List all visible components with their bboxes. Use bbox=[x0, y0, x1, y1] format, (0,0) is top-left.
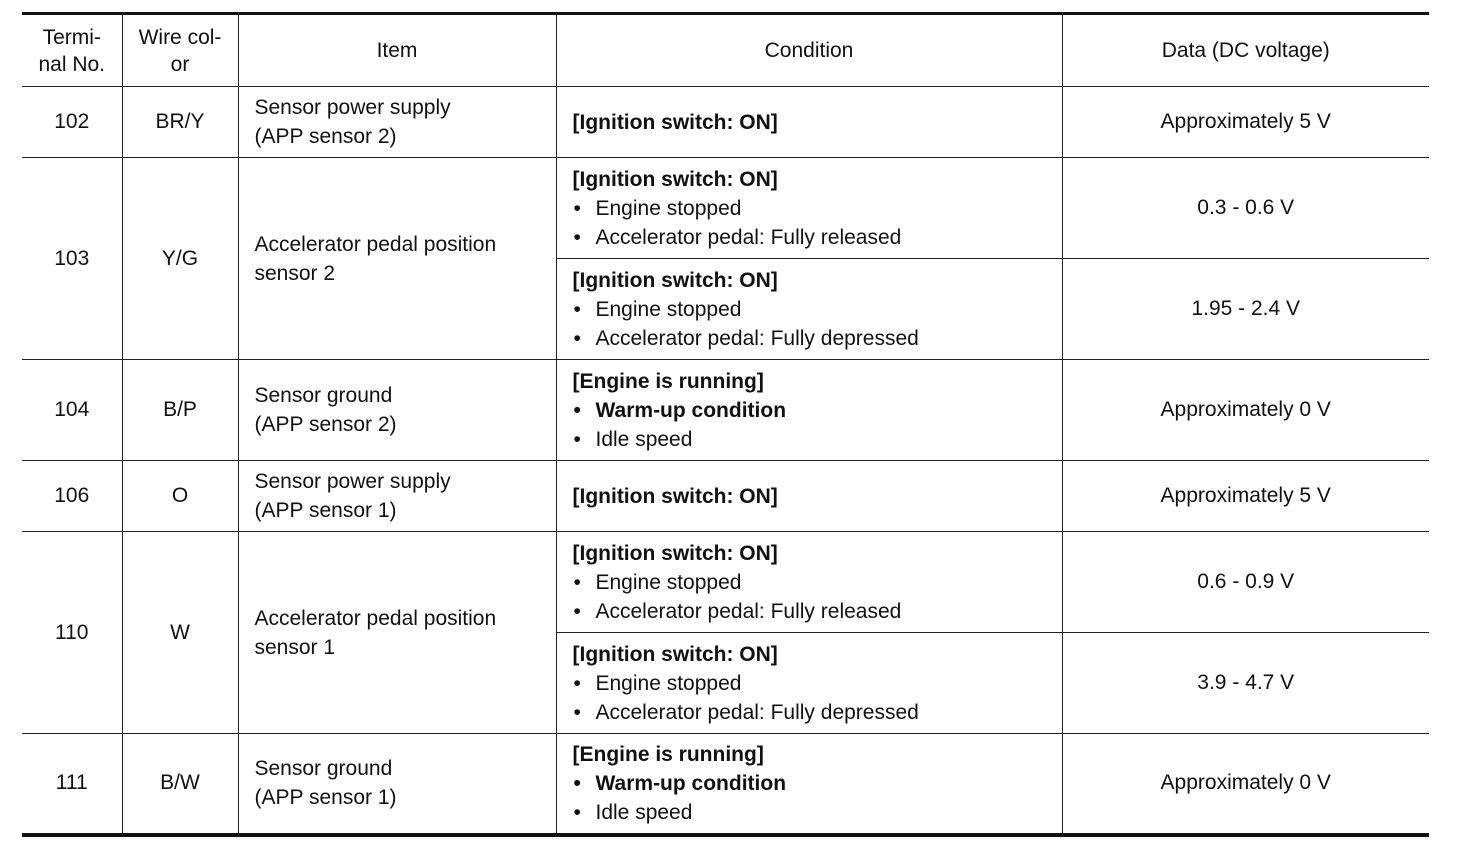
item-line1: Sensor power supply bbox=[254, 470, 451, 493]
item-line2: (APP sensor 1) bbox=[254, 786, 397, 810]
header-wire-line2: or bbox=[170, 52, 190, 76]
item-cell bbox=[238, 461, 556, 532]
wire-color: B/W bbox=[122, 734, 238, 835]
item-line2: (APP sensor 1) bbox=[254, 499, 397, 522]
condition-bullet: • Engine stopped bbox=[573, 194, 1062, 223]
condition-cell bbox=[556, 734, 1062, 835]
condition-cell bbox=[556, 360, 1062, 461]
header-wire-color bbox=[122, 14, 238, 87]
item-line2: (APP sensor 2) bbox=[254, 125, 397, 148]
condition-heading: [Ignition switch: ON] bbox=[572, 541, 778, 565]
voltage-value: Approximately 0 V bbox=[1062, 360, 1429, 461]
item-cell bbox=[238, 158, 556, 360]
item-line2: (APP sensor 2) bbox=[254, 413, 397, 436]
item-line2: sensor 1 bbox=[254, 635, 336, 659]
table-row bbox=[22, 734, 1429, 835]
condition-bullet: • Engine stopped bbox=[573, 295, 1062, 324]
terminal-no: 102 bbox=[22, 87, 122, 158]
header-data: Data (DC voltage) bbox=[1062, 14, 1429, 87]
voltage-value: 0.3 - 0.6 V bbox=[1062, 158, 1429, 259]
terminal-no: 110 bbox=[22, 532, 122, 734]
item-cell bbox=[238, 734, 556, 835]
header-item: Item bbox=[238, 14, 556, 87]
wire-color: Y/G bbox=[122, 158, 238, 360]
condition-heading: [Ignition switch: ON] bbox=[572, 167, 778, 191]
condition-cell bbox=[556, 158, 1062, 259]
item-line1: Accelerator pedal position bbox=[254, 232, 497, 256]
header-wire-line1: Wire col- bbox=[138, 25, 222, 49]
condition-bullet: • Accelerator pedal: Fully released bbox=[573, 223, 1062, 252]
condition-heading: [Engine is running] bbox=[572, 369, 764, 393]
condition-bullet: • Engine stopped bbox=[573, 669, 1062, 698]
voltage-value: 0.6 - 0.9 V bbox=[1062, 532, 1429, 633]
table-row bbox=[22, 532, 1429, 633]
header-condition: Condition bbox=[556, 14, 1062, 87]
table-row bbox=[22, 461, 1429, 532]
wire-color: B/P bbox=[122, 360, 238, 461]
header-terminal-line1: Termi- bbox=[42, 25, 101, 49]
condition-heading: [Engine is running] bbox=[572, 742, 764, 766]
condition-cell bbox=[556, 532, 1062, 633]
wire-color: W bbox=[122, 532, 238, 734]
condition-cell bbox=[556, 259, 1062, 360]
wire-color: BR/Y bbox=[122, 87, 238, 158]
condition-heading: [Ignition switch: ON] bbox=[572, 642, 778, 666]
voltage-value: 3.9 - 4.7 V bbox=[1062, 633, 1429, 734]
voltage-value: 1.95 - 2.4 V bbox=[1062, 259, 1429, 360]
wire-color: O bbox=[122, 461, 238, 532]
condition-bullet: • Warm-up condition bbox=[573, 396, 1062, 425]
terminal-no: 103 bbox=[22, 158, 122, 360]
item-cell bbox=[238, 87, 556, 158]
terminal-no: 104 bbox=[22, 360, 122, 461]
item-cell bbox=[238, 532, 556, 734]
condition-bullet: • Accelerator pedal: Fully depressed bbox=[573, 698, 1062, 727]
condition-bullet: • Accelerator pedal: Fully released bbox=[573, 597, 1062, 626]
table-row bbox=[22, 87, 1429, 158]
item-line1: Accelerator pedal position bbox=[254, 606, 497, 630]
condition-bullet: • Accelerator pedal: Fully depressed bbox=[573, 324, 1062, 353]
header-terminal-line2: nal No. bbox=[38, 52, 106, 76]
item-line2: sensor 2 bbox=[254, 261, 336, 285]
header-terminal-no bbox=[22, 14, 122, 87]
terminal-no: 111 bbox=[22, 734, 122, 835]
terminal-no: 106 bbox=[22, 461, 122, 532]
voltage-value: Approximately 5 V bbox=[1062, 87, 1429, 158]
condition-bullet: • Idle speed bbox=[573, 425, 1062, 454]
voltage-value: Approximately 5 V bbox=[1062, 461, 1429, 532]
condition-cell bbox=[556, 633, 1062, 734]
condition-bullet: • Warm-up condition bbox=[573, 769, 1062, 798]
table-row bbox=[22, 158, 1429, 259]
condition-heading: [Ignition switch: ON] bbox=[572, 110, 778, 134]
item-line1: Sensor ground bbox=[254, 384, 393, 407]
condition-bullet: • Idle speed bbox=[573, 798, 1062, 827]
item-line1: Sensor ground bbox=[254, 757, 393, 781]
table-row bbox=[22, 360, 1429, 461]
condition-bullet: • Engine stopped bbox=[573, 568, 1062, 597]
item-line1: Sensor power supply bbox=[254, 96, 451, 119]
item-cell bbox=[238, 360, 556, 461]
condition-heading: [Ignition switch: ON] bbox=[572, 268, 778, 292]
voltage-value: Approximately 0 V bbox=[1062, 734, 1429, 835]
condition-heading: [Ignition switch: ON] bbox=[572, 484, 778, 508]
table-header-row bbox=[22, 14, 1429, 87]
condition-cell bbox=[556, 461, 1062, 532]
terminal-data-table bbox=[22, 12, 1429, 837]
condition-cell bbox=[556, 87, 1062, 158]
